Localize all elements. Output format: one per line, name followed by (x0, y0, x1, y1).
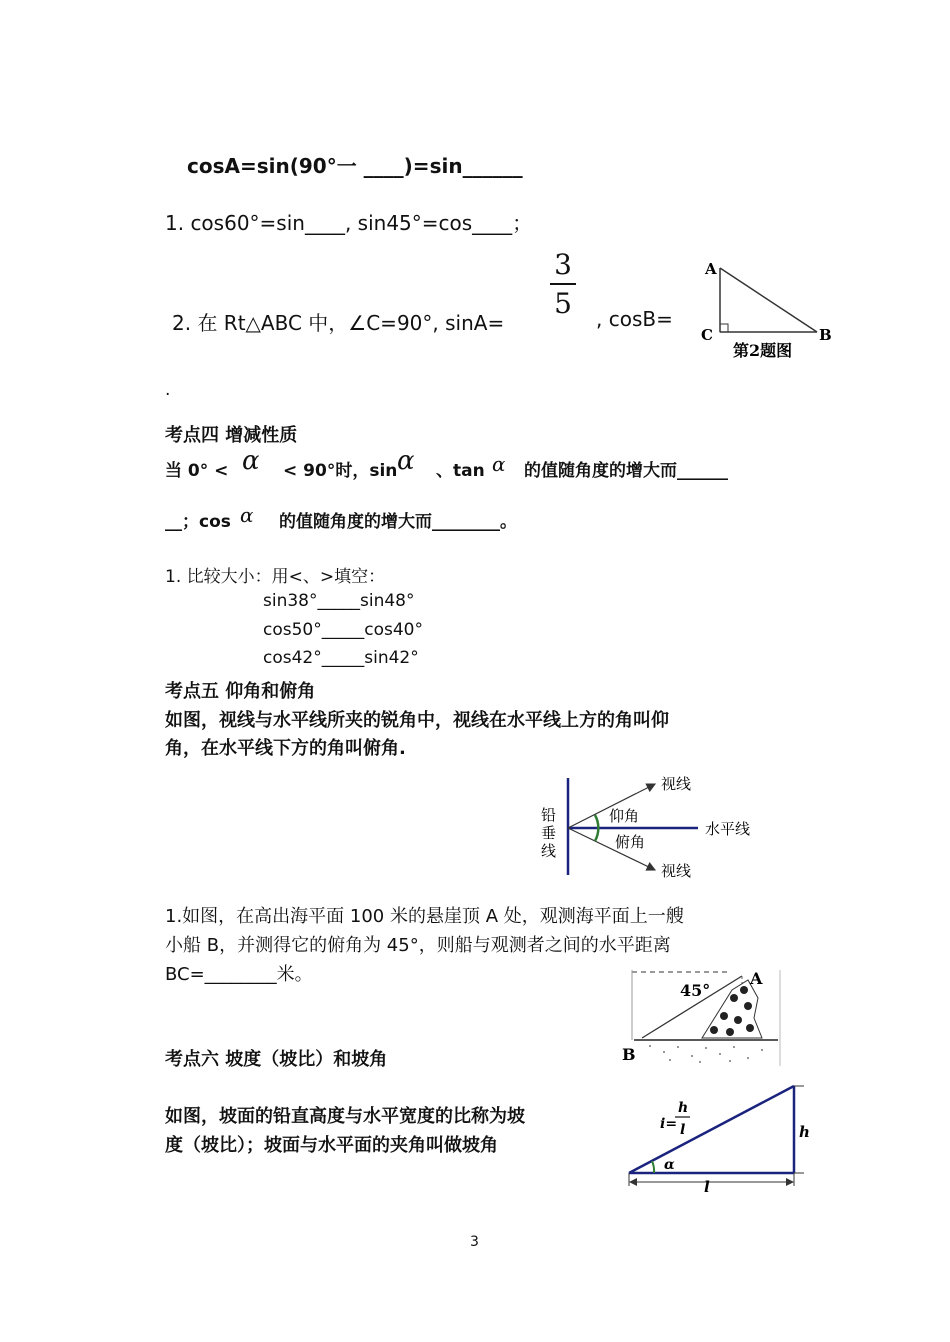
slope-figure (622, 1080, 810, 1196)
cliff-rock-texture (726, 1028, 734, 1036)
triangle-side-ab (720, 268, 817, 332)
point4-question-1: 1. 比较大小：用<、>填空： (165, 567, 386, 587)
figure-caption: 第2题图 (733, 341, 793, 360)
slope-angle-arc (652, 1161, 654, 1173)
point6-desc-line1: 如图，坡面的铅直高度与水平宽度的比称为坡 (165, 1106, 525, 1127)
right-angle-mark (720, 324, 728, 332)
question-2-period: . (165, 380, 171, 400)
cliff-rock-texture (734, 1016, 742, 1024)
plumb-label-1: 铅 (541, 806, 557, 824)
elevation-depression-figure (535, 770, 785, 885)
cliff-label-b: B (622, 1045, 636, 1064)
slope-surface (629, 1086, 794, 1173)
point4-line1-d: 的值随角度的增大而______ (524, 461, 728, 481)
cliff-angle-label: 45° (680, 981, 711, 1000)
cliff-rock-texture (746, 1024, 754, 1032)
alpha-symbol-sin: α (397, 446, 415, 476)
point4-line1-a: 当 0° < (165, 461, 229, 481)
horizontal-label: 水平线 (705, 820, 751, 838)
point4-line1-c: 、tan (436, 461, 485, 481)
slope-ratio-prefix: i= (660, 1116, 678, 1132)
slope-height-label: h (799, 1123, 810, 1141)
point5-q1-line3: BC=________米。 (165, 964, 313, 985)
slope-ratio-denominator: l (680, 1122, 686, 1138)
heading-point-6: 考点六 坡度（坡比）和坡角 (165, 1049, 388, 1070)
point5-desc-line2: 角，在水平线下方的角叫俯角. (165, 738, 406, 759)
point4-line2-b: 的值随角度的增大而________。 (279, 512, 517, 532)
comparison-3: cos42°_____sin42° (263, 648, 419, 668)
fraction-three-fifths (548, 248, 578, 320)
heading-point-4: 考点四 增减性质 (165, 425, 298, 446)
sight-up-label: 视线 (661, 775, 692, 793)
right-triangle-figure (695, 250, 845, 365)
cliff-rock-texture (730, 994, 738, 1002)
point5-desc-line1: 如图，视线与水平线所夹的锐角中，视线在水平线上方的角叫仰 (165, 710, 669, 731)
page-number: 3 (470, 1234, 479, 1250)
question-2-prefix: 2. 在 Rt△ABC 中，∠C=90°, sinA= (172, 311, 505, 335)
depression-label: 俯角 (615, 833, 646, 851)
identity-line: cosA=sin(90°一 ____)=sin______ (187, 154, 523, 178)
sight-down-label: 视线 (661, 862, 692, 880)
cliff-rock-texture (740, 986, 748, 994)
point5-q1-line2: 小船 B，并测得它的俯角为 45°，则船与观测者之间的水平距离 (165, 935, 671, 956)
alpha-symbol-cos: α (240, 503, 254, 527)
point4-line2-a: __；cos (165, 512, 231, 532)
slope-width-label: l (704, 1178, 710, 1196)
triangle-label-a: A (705, 260, 717, 278)
slope-angle-label: α (664, 1157, 675, 1173)
plumb-label-3: 线 (541, 842, 557, 860)
fraction-denominator: 5 (554, 287, 572, 320)
alpha-symbol-tan: α (492, 452, 506, 476)
cliff-rock-texture (744, 1002, 752, 1010)
comparison-1: sin38°_____sin48° (263, 591, 415, 611)
cliff-rock-texture (710, 1026, 718, 1034)
point5-q1-line1: 1.如图，在高出海平面 100 米的悬崖顶 A 处，观测海平面上一艘 (165, 906, 684, 927)
heading-point-5: 考点五 仰角和俯角 (165, 681, 316, 702)
alpha-symbol: α (242, 446, 260, 476)
slope-ratio-numerator: h (678, 1100, 689, 1116)
seabed-dots (649, 1045, 763, 1063)
triangle-label-b: B (819, 326, 832, 344)
point4-line1-b: < 90°时，sin (283, 461, 398, 481)
comparison-2: cos50°_____cos40° (263, 620, 423, 640)
question-2-suffix: , cosB= (596, 307, 673, 331)
plumb-label-2: 垂 (541, 824, 557, 842)
fraction-numerator: 3 (554, 248, 572, 281)
point6-desc-line2: 度（坡比）；坡面与水平面的夹角叫做坡角 (165, 1135, 498, 1156)
cliff-figure (622, 968, 782, 1068)
triangle-label-c: C (701, 326, 713, 344)
elevation-label: 仰角 (609, 807, 640, 825)
question-1-complementary: 1. cos60°=sin____, sin45°=cos____； (165, 211, 533, 235)
cliff-rock-texture (720, 1012, 728, 1020)
cliff-label-a: A (750, 969, 763, 988)
